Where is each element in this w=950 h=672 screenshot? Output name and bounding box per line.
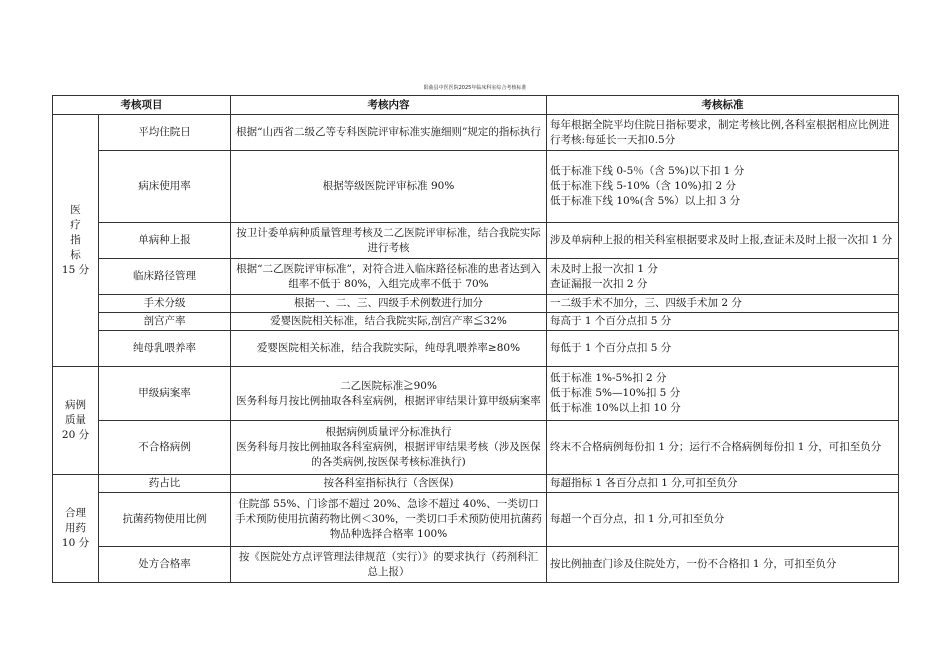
document-title: 阳曲县中医医院2025年临床科室综合考核标准 [423, 85, 527, 91]
content-line: 二乙医院标准≧90% [340, 379, 437, 392]
content-cell [231, 151, 547, 223]
standard-cell [547, 115, 899, 151]
content-line: 根据病例质量评分标准执行 [325, 426, 452, 438]
category-label-line: 用药 [65, 522, 86, 534]
standard-cell [547, 475, 899, 493]
category-label-line: 10 分 [61, 537, 90, 549]
standard-cell [547, 367, 899, 421]
content-cell [231, 475, 547, 493]
item-cell: 抗菌药物使用比例 [99, 493, 231, 547]
content-line: 按《医院处方点评管理法律规范（实行）》的要求执行（药剂科汇总上报） [238, 550, 539, 578]
category-cell [53, 367, 99, 475]
content-line: 爱婴医院相关标准，结合我院实际，纯母乳喂养率≥80% [256, 342, 521, 354]
table-row [53, 295, 899, 313]
item-cell: 手术分级 [99, 295, 231, 313]
table-row [53, 475, 899, 493]
category-label-line: 疗 [70, 219, 81, 231]
content-cell [231, 547, 547, 583]
table-row [53, 223, 899, 259]
content-line: 按卫计委单病种质量管理考核及二乙医院评审标准，结合我院实际进行考核 [236, 226, 541, 254]
content-cell [231, 313, 547, 331]
content-cell [231, 295, 547, 313]
content-line: 根据“山西省二级乙等专科医院评审标准实施细则”规定的指标执行 [236, 126, 541, 138]
category-cell [53, 115, 99, 367]
content-cell [231, 223, 547, 259]
standard-line: 终末不合格病例每份扣 1 分；运行不合格病例每份扣 1 分，可扣至负分 [550, 441, 882, 453]
standard-line: 一二级手术不加分，三、四级手术加 2 分 [550, 297, 742, 309]
standard-line: 按比例抽查门诊及住院处方，一份不合格扣 1 分，可扣至负分 [550, 558, 837, 570]
standard-line: 每超指标 1 各百分点扣 1 分,可扣至负分 [550, 477, 738, 489]
table-row [53, 367, 899, 421]
table-row [53, 493, 899, 547]
standard-line: 低于标准下线 10%(含 5%）以上扣 3 分 [550, 195, 741, 207]
table-body [53, 115, 899, 583]
standard-cell [547, 259, 899, 295]
header-item: 考核项目 [53, 96, 231, 115]
item-cell: 剖宫产率 [99, 313, 231, 331]
item-cell: 临床路径管理 [99, 259, 231, 295]
standard-cell [547, 493, 899, 547]
content-line: 按各科室指标执行（含医保) [323, 477, 454, 489]
category-label-line: 指 [70, 234, 81, 246]
content-cell [231, 331, 547, 367]
item-cell: 药占比 [99, 475, 231, 493]
content-cell [231, 421, 547, 475]
standard-cell [547, 547, 899, 583]
content-line: 根据一、二、三、四级手术例数进行加分 [294, 297, 483, 309]
content-line: 爱婴医院相关标准，结合我院实际,剖宫产率≦32% [270, 315, 507, 327]
item-cell: 病床使用率 [99, 151, 231, 223]
table-row [53, 151, 899, 223]
standard-cell [547, 313, 899, 331]
category-label-line: 病例 [65, 399, 86, 411]
category-label-line: 标 [70, 249, 81, 261]
header-content: 考核内容 [231, 96, 547, 115]
standard-line: 每高于 1 个百分点扣 5 分 [550, 315, 672, 327]
category-label-line: 合理 [65, 507, 86, 519]
category-label-line: 15 分 [61, 264, 90, 276]
standard-line: 每低于 1 个百分点扣 5 分 [550, 342, 672, 354]
content-cell [231, 493, 547, 547]
table-row [53, 331, 899, 367]
standard-line: 低于标准 5%—10%扣 5 分 [550, 387, 681, 399]
content-cell [231, 115, 547, 151]
standard-line: 低于标准 10%以上扣 10 分 [550, 402, 681, 414]
standard-line: 查证漏报一次扣 2 分 [550, 277, 648, 290]
table-row [53, 547, 899, 583]
category-label-line: 20 分 [61, 429, 90, 441]
content-line: 医务科每月按比例抽取各科室病例，根据评审结果考核（涉及医保的各类病例,按医保考核标准执行) [236, 441, 541, 468]
standard-line: 涉及单病种上报的相关科室根据要求及时上报,查证未及时上报一次扣 1 分 [550, 234, 893, 246]
standard-cell [547, 223, 899, 259]
standard-line: 低于标准 1%-5%扣 2 分 [550, 372, 667, 384]
standard-cell [547, 151, 899, 223]
table-row [53, 259, 899, 295]
table-row [53, 115, 899, 151]
table-row [53, 313, 899, 331]
table-header-row [53, 96, 899, 115]
content-cell [231, 367, 547, 421]
standard-line: 每超一个百分点，扣 1 分,可扣至负分 [550, 513, 725, 525]
standard-cell [547, 295, 899, 313]
item-cell: 纯母乳喂养率 [99, 331, 231, 367]
content-line: 根据等级医院评审标准 90% [322, 180, 455, 192]
content-line: 住院部 55%、门诊部不超过 20%、急诊不超过 40%、一类切口手术预防使用抗菌药物比例＜30%，一类切口手术预防使用抗菌药物品种选择合格率 100% [235, 498, 542, 540]
item-cell: 处方合格率 [99, 547, 231, 583]
table-row [53, 421, 899, 475]
standard-line: 低于标准下线 0-5％（含 5%)以下扣 1 分 [550, 165, 745, 177]
standard-line: 低于标准下线 5-10%（含 10%)扣 2 分 [550, 180, 737, 192]
item-cell: 单病种上报 [99, 223, 231, 259]
content-cell [231, 259, 547, 295]
content-line: 根据“二乙医院评审标准”，对符合进入临床路径标准的患者达到入组率不低于 80%，入组完成率不低于 70% [236, 262, 541, 290]
category-label-line: 医 [70, 204, 81, 216]
assessment-table [52, 95, 899, 583]
standard-line: 未及时上报一次扣 1 分 [550, 262, 658, 275]
category-label-line: 质量 [65, 414, 86, 426]
item-cell: 甲级病案率 [99, 367, 231, 421]
content-line: 医务科每月按比例抽取各科室病例，根据评审结果计算甲级病案率 [236, 394, 541, 407]
item-cell: 平均住院日 [99, 115, 231, 151]
standard-line: 每年根据全院平均住院日指标要求，制定考核比例,各科室根据相应比例进行考核:每延长一天扣0.5分 [550, 118, 890, 146]
item-cell: 不合格病例 [99, 421, 231, 475]
standard-cell [547, 331, 899, 367]
category-cell [53, 475, 99, 583]
header-standard: 考核标准 [547, 96, 899, 115]
standard-cell [547, 421, 899, 475]
